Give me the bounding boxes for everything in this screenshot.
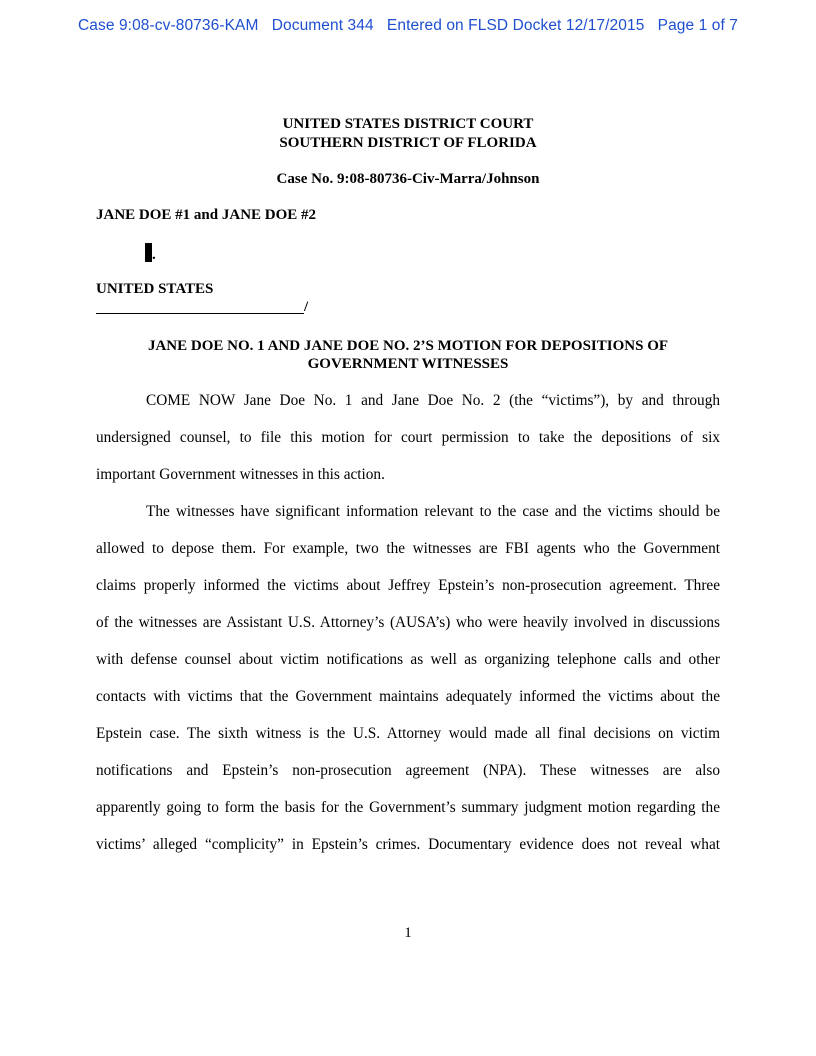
paragraph-line: of the witnesses are Assistant U.S. Attorney’s (AUSA’s) who were heavily involved in discussions	[96, 614, 720, 631]
plaintiffs-caption: JANE DOE #1 and JANE DOE #2	[96, 207, 317, 223]
paragraph-line: The witnesses have significant information relevant to the case and the victims should be	[146, 503, 720, 520]
paragraph-line: notifications and Epstein’s non-prosecution agreement (NPA). These witnesses are also	[96, 762, 720, 779]
court-name: UNITED STATES DISTRICT COURT	[282, 116, 534, 132]
versus-suffix: .	[152, 247, 156, 263]
docket-header: Case 9:08-cv-80736-KAM Document 344 Entered on FLSD Docket 12/17/2015 Page 1 of 7	[77, 17, 739, 34]
caption-rule	[96, 298, 304, 314]
motion-title	[96, 337, 720, 373]
paragraph-line: contacts with victims that the Government maintains adequately informed the victims about the	[96, 688, 720, 705]
redaction-block	[145, 243, 152, 262]
paragraph-line: important Government witnesses in this action.	[96, 466, 385, 483]
paragraph-2	[96, 501, 720, 871]
defendant-caption: UNITED STATES	[96, 281, 214, 297]
paragraph-line: with defense counsel about victim notifications as well as organizing telephone calls and other	[96, 651, 720, 668]
paragraph-line: apparently going to form the basis for the Government’s summary judgment motion regarding the	[96, 799, 720, 816]
case-number: Case No. 9:08-80736-Civ-Marra/Johnson	[276, 171, 540, 187]
paragraph-line: undersigned counsel, to file this motion for court permission to take the depositions of six	[96, 429, 720, 446]
paragraph-line: allowed to depose them. For example, two the witnesses are FBI agents who the Government	[96, 540, 720, 557]
paragraph-line: Epstein case. The sixth witness is the U.S. Attorney would made all final decisions on victim	[96, 725, 720, 742]
court-district: SOUTHERN DISTRICT OF FLORIDA	[279, 135, 537, 151]
paragraph-line: COME NOW Jane Doe No. 1 and Jane Doe No. 2 (the “victims”), by and through	[146, 392, 720, 409]
paragraph-line: victims’ alleged “complicity” in Epstein’s crimes. Documentary evidence does not reveal what	[96, 836, 720, 853]
paragraph-1	[96, 390, 720, 501]
motion-title-line-2: GOVERNMENT WITNESSES	[307, 356, 509, 372]
caption-slash: /	[304, 299, 309, 315]
paragraph-line: claims properly informed the victims about Jeffrey Epstein’s non-prosecution agreement. Three	[96, 577, 720, 594]
page-number: 1	[404, 925, 412, 941]
motion-title-line-1: JANE DOE NO. 1 AND JANE DOE NO. 2’S MOTION FOR DEPOSITIONS OF	[147, 338, 669, 354]
